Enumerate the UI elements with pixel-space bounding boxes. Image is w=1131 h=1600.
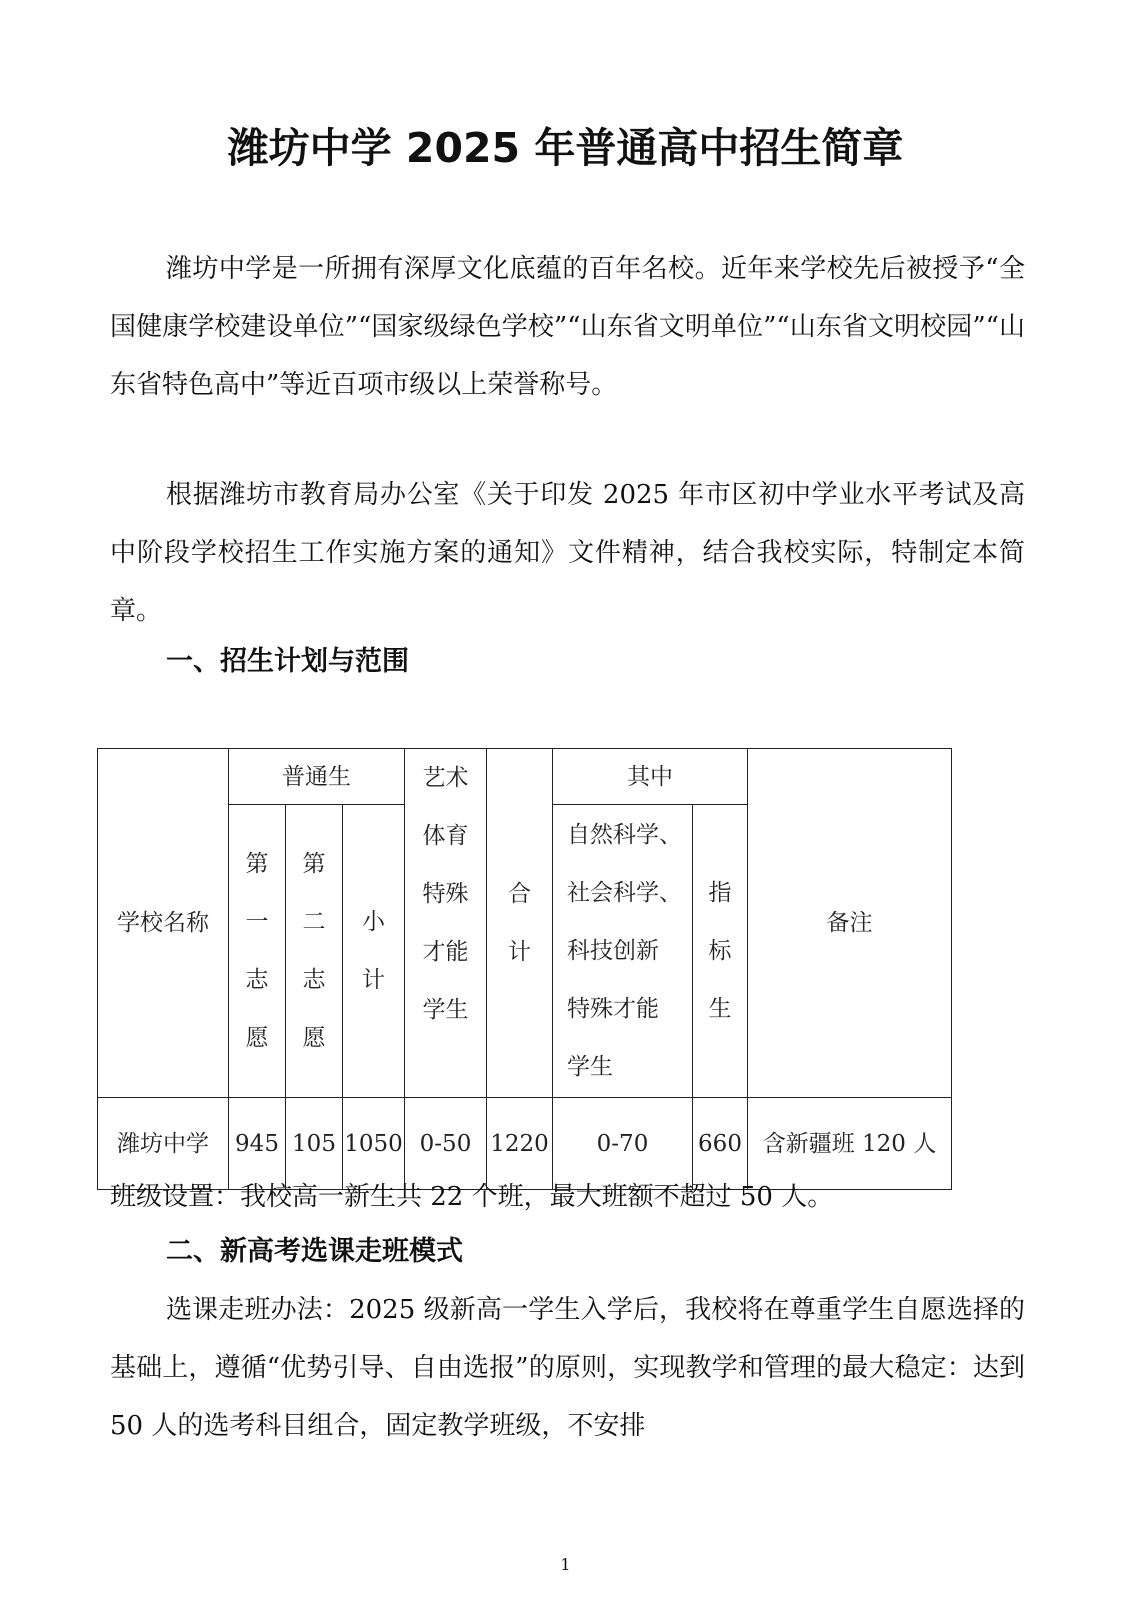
header-school-name: 学校名称: [98, 749, 229, 1098]
header-science-talent: 自然科学、 社会科学、 科技创新 特殊才能 学生: [553, 805, 693, 1098]
intro-paragraph: 潍坊中学是一所拥有深厚文化底蕴的百年名校。近年来学校先后被授予“全国健康学校建设单位”“国家级绿色学校”“山东省文明单位”“山东省文明校园”“山东省特色高中”等近百项市级以上荣誉称号。: [110, 254, 1025, 400]
header-of-which: 其中: [553, 749, 748, 805]
cell-science-talent: 0-70: [553, 1098, 693, 1190]
document-title: 潍坊中学 2025 年普通高中招生简章: [227, 124, 904, 172]
cell-subtotal: 1050: [343, 1098, 405, 1190]
class-setting-text: 班级设置：我校高一新生共 22 个班，最大班额不超过 50 人。: [110, 1182, 834, 1212]
header-quota: 指 标 生: [693, 805, 748, 1098]
header-regular-students: 普通生: [229, 749, 405, 805]
cell-arts-sports: 0-50: [405, 1098, 487, 1190]
cell-quota: 660: [693, 1098, 748, 1190]
enrollment-plan-table: [97, 748, 952, 1190]
cell-second-choice: 105: [286, 1098, 343, 1190]
basis-paragraph: 根据潍坊市教育局办公室《关于印发 2025 年市区初中学业水平考试及高中阶段学校招生工作实施方案的通知》文件精神，结合我校实际，特制定本简章。: [110, 480, 1025, 626]
header-remarks: 备注: [748, 749, 952, 1098]
table-header-row: [98, 749, 952, 805]
header-total: 合 计: [487, 749, 553, 1098]
cell-remarks: 含新疆班 120 人: [748, 1098, 952, 1190]
header-arts-sports: 艺术 体育 特殊 才能 学生: [405, 749, 487, 1098]
selection-paragraph: 选课走班办法：2025 级新高一学生入学后，我校将在尊重学生自愿选择的基础上，遵循“优势引导、自由选报”的原则，实现教学和管理的最大稳定：达到 50 人的选考科目组合，固定教学班级，不安排: [110, 1295, 1025, 1441]
cell-school-name: 潍坊中学: [98, 1098, 229, 1190]
header-first-choice: 第 一 志 愿: [229, 805, 286, 1098]
cell-first-choice: 945: [229, 1098, 286, 1190]
section2-heading: 二、新高考选课走班模式: [166, 1236, 463, 1267]
section1-heading: 一、招生计划与范围: [166, 646, 409, 677]
header-second-choice: 第 二 志 愿: [286, 805, 343, 1098]
header-subtotal: 小 计: [343, 805, 405, 1098]
cell-total: 1220: [487, 1098, 553, 1190]
page-number: 1: [560, 1555, 571, 1574]
